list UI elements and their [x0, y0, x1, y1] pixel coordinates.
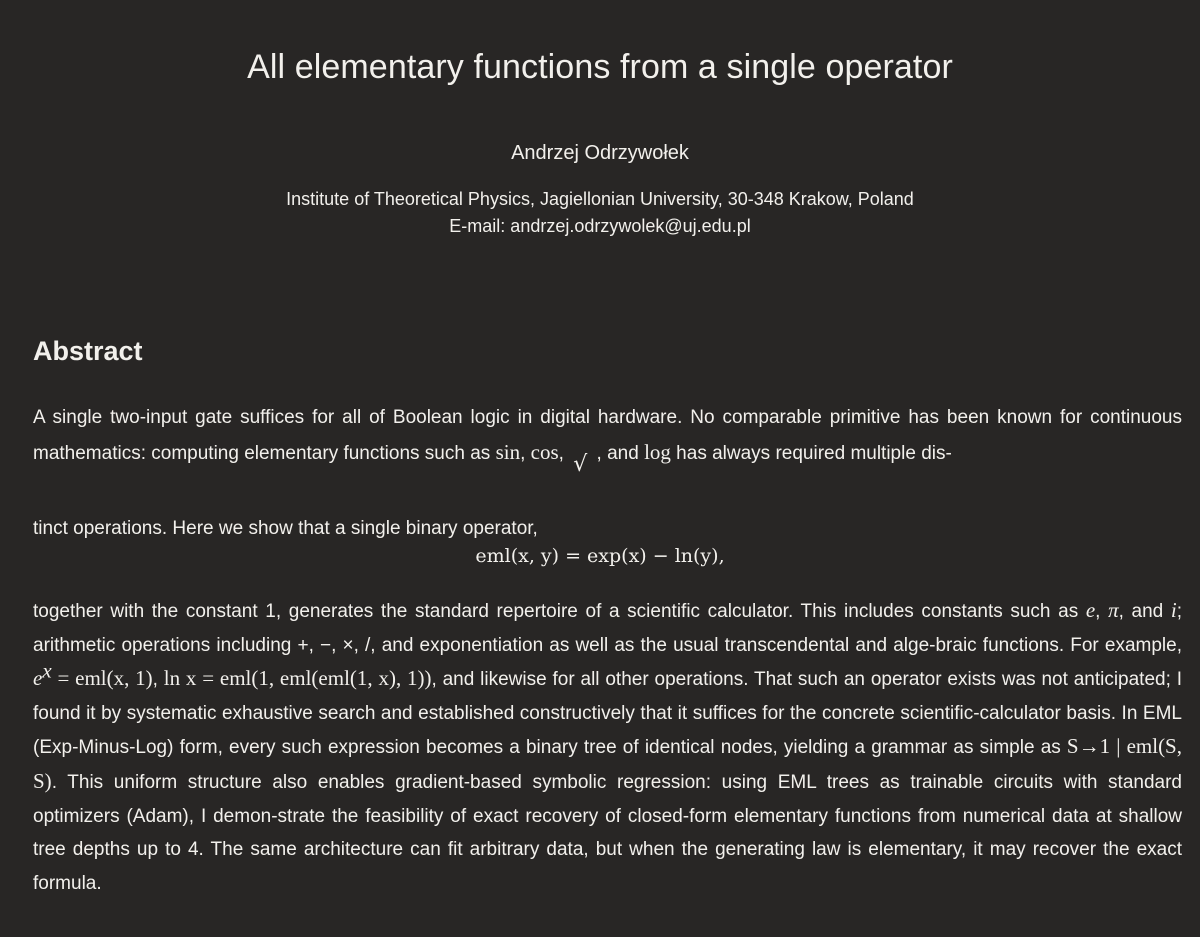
math-sin: sin: [495, 440, 521, 464]
abstract-text: together with the constant 1, generates the standard repertoire of a scientific calculator. This includes constants such as: [33, 601, 1086, 622]
math-e: e: [1085, 598, 1096, 622]
abstract-text: , and likewise for all other operations. That such an operator exists was not anticipated; I found it by systematic exhaustive search and established constructively that it suffices for the concrete scientific-calculator basis. In EML (Exp-Minus-Log) form, every such expression becomes a binary tree of identical nodes, yielding a grammar as simple as: [33, 669, 1182, 759]
math-i: i: [1170, 598, 1177, 622]
abstract-text: ,: [152, 669, 164, 691]
author-affiliation-block: [0, 186, 1200, 240]
abstract-text: . This uniform structure also enables gradient-based symbolic regression: using EML trees as trainable circuits with standard optimizers (Adam), I demon-strate the feasibility of exact recovery of closed-form elementary functions from numerical data at shallow tree depths up to 4. The same architecture can fit arbitrary data, but when the generating law is elementary, it may recover the exact formula.: [33, 771, 1182, 894]
math-grammar: S→1 | eml(S, S): [33, 734, 1182, 793]
math-eml-ln: ln x = eml(1, eml(eml(1, x), 1)): [163, 666, 432, 691]
math-log: log: [644, 440, 671, 464]
math-e-power: e: [33, 666, 43, 691]
eml-equation: eml(x, y) = exp(x) − ln(y),: [475, 545, 725, 567]
math-exponent-x: x: [42, 658, 52, 683]
abstract-text: ,: [1095, 601, 1109, 622]
abstract-text: ,: [558, 443, 570, 464]
abstract-text: ,: [520, 443, 531, 464]
affiliation: Institute of Theoretical Physics, Jagiellonian University, 30-348 Krakow, Poland: [286, 189, 914, 209]
abstract-text: , and: [1118, 601, 1171, 622]
email: E-mail: andrzej.odrzywolek@uj.edu.pl: [449, 216, 751, 236]
paper-title: All elementary functions from a single operator: [247, 48, 953, 86]
abstract-text: ; arithmetic operations including +, −, ×, /, and exponentiation as well as the usual transcendental and alge-braic functions. For example,: [33, 601, 1182, 656]
abstract-text: has always required multiple dis-: [670, 443, 952, 464]
abstract-heading: Abstract: [33, 336, 143, 366]
math-pi: π: [1108, 598, 1119, 622]
sqrt-symbol: √: [573, 452, 588, 477]
abstract-paragraph-2: [33, 594, 1182, 900]
abstract-paragraph-1: [33, 400, 1182, 546]
math-eml-exp: = eml(x, 1): [51, 666, 153, 691]
abstract-text: , and: [591, 443, 645, 464]
abstract-text: tinct operations. Here we show that a single binary operator,: [33, 518, 538, 539]
abstract-text: A single two-input gate suffices for all of Boolean logic in digital hardware. No comparable primitive has been known for continuous mathematics: computing elementary functions such as: [33, 407, 1182, 464]
math-cos: cos: [530, 440, 559, 464]
author-name: Andrzej Odrzywołek: [511, 142, 689, 164]
